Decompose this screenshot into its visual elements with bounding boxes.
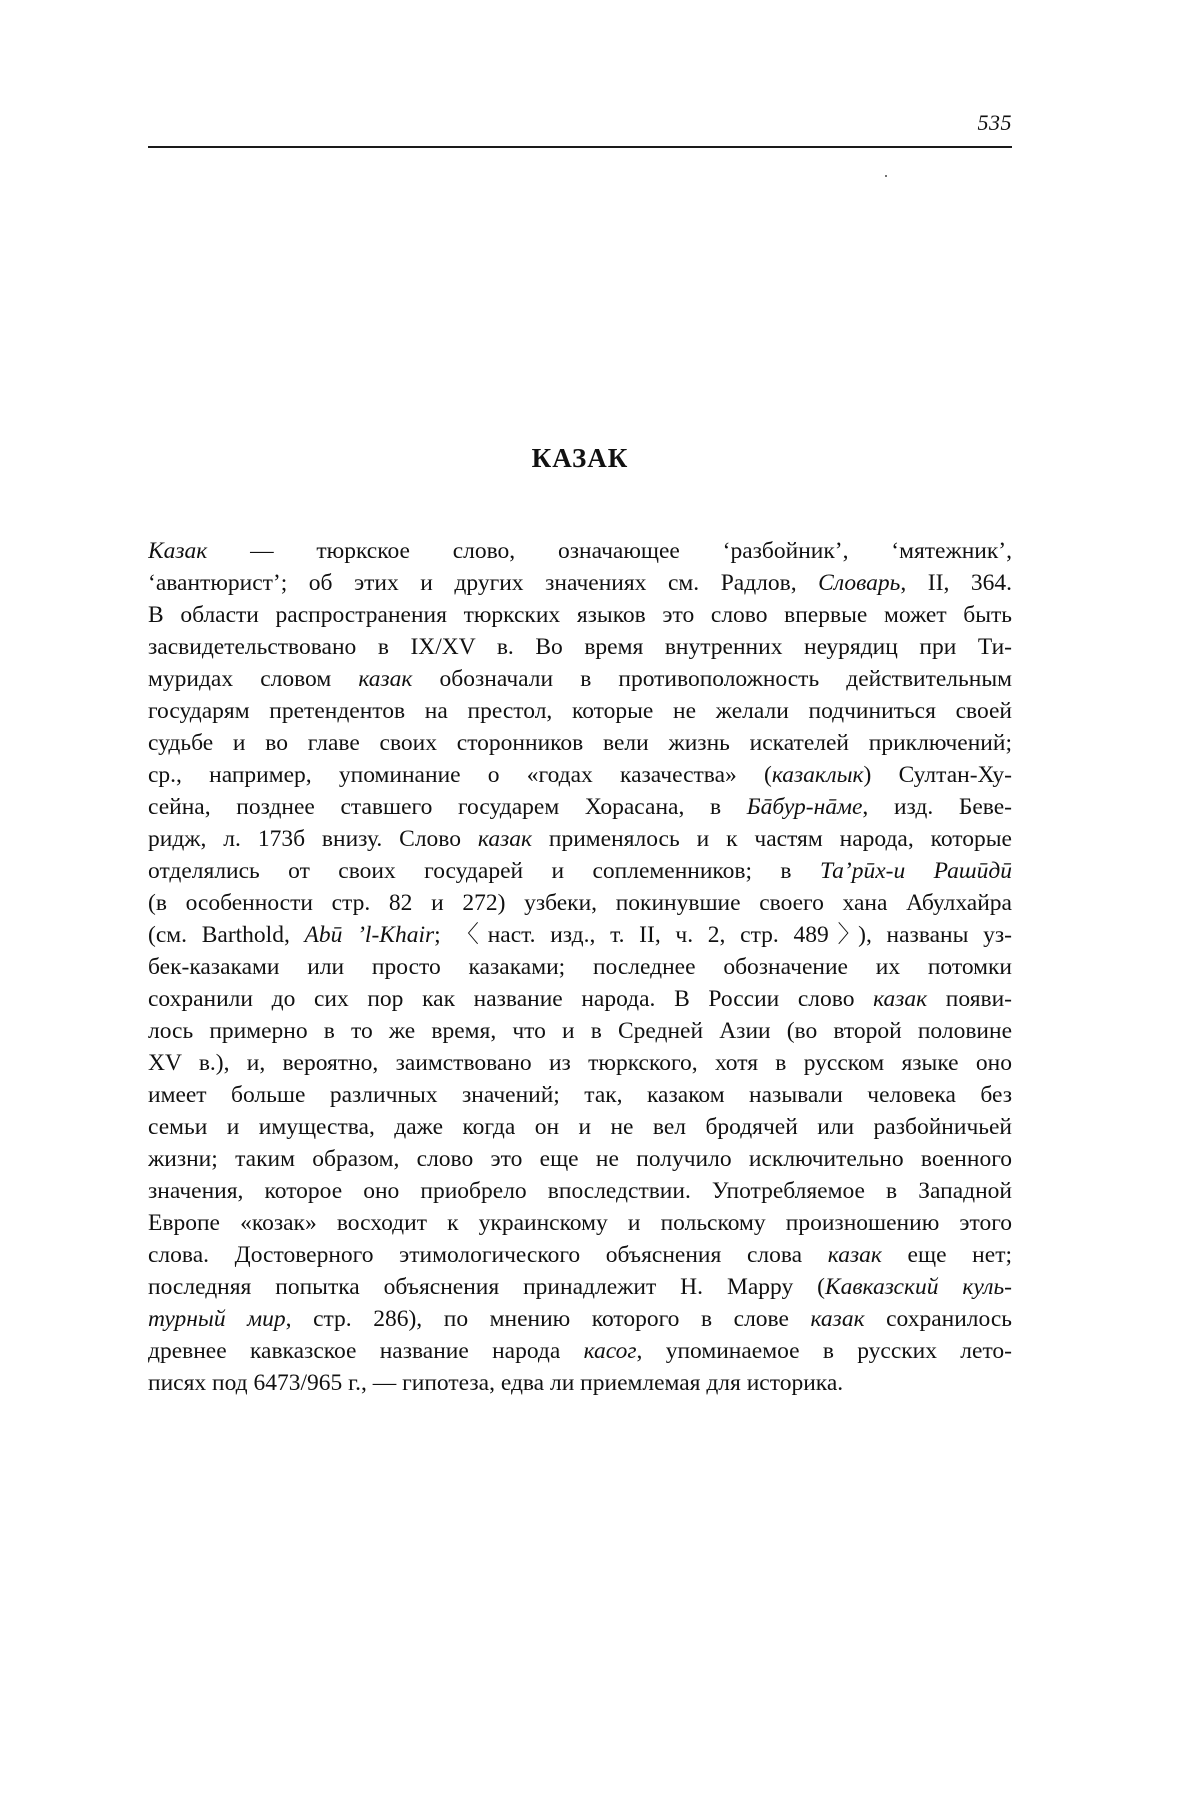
italic-term: Казак (148, 538, 208, 564)
text-run: сохранилось (864, 1306, 1012, 1332)
text-run: писях под 6473/965 г., — гипотеза, едва ли приемлемая для историка. (148, 1370, 844, 1396)
text-run: ср., например, упоминание о «годах казачества» ( (148, 762, 772, 788)
italic-term: казаклык (771, 762, 864, 788)
text-run: сохранили до сих пор как название народа. В России слово (148, 986, 874, 1012)
text-line (148, 631, 1012, 663)
text-line (148, 791, 1012, 823)
text-line (148, 887, 1012, 919)
text-line (148, 1143, 1012, 1175)
page-number: 535 (977, 110, 1012, 135)
article-body (148, 535, 1012, 1399)
text-line (148, 919, 1012, 951)
text-line (148, 727, 1012, 759)
text-line (148, 1111, 1012, 1143)
text-run: бек-казаками или просто казаками; последнее обозначение их потомки (148, 954, 1012, 980)
italic-term: Кавказский куль- (824, 1274, 1012, 1300)
text-line (148, 823, 1012, 855)
text-line (148, 951, 1012, 983)
italic-term: казак (873, 986, 928, 1012)
header-rule (148, 146, 1012, 148)
article-title: КАЗАК (531, 443, 629, 473)
text-line (148, 695, 1012, 727)
text-line (148, 1335, 1012, 1367)
text-run: жизни; таким образом, слово это еще не получило исключительно военного (148, 1146, 1012, 1172)
text-line (148, 535, 1012, 567)
text-run: семьи и имущества, даже когда он и не вел бродячей или разбойничьей (148, 1114, 1012, 1140)
text-run: судьбе и во главе своих сторонников вели жизнь искателей приключений; (148, 730, 1012, 756)
text-line (148, 1015, 1012, 1047)
text-run: отделялись от своих государей и соплеменников; в (148, 858, 820, 884)
text-run: В области распространения тюркских языков это слово впервые может быть (148, 602, 1012, 628)
text-run: государям претендентов на престол, которые не желали подчиниться своей (148, 698, 1012, 724)
text-run: , II, 364. (900, 570, 1012, 596)
text-run: лось примерно в то же время, что и в Средней Азии (во второй половине (148, 1018, 1012, 1044)
text-run: (см. Barthold, (148, 922, 305, 948)
italic-term: казак (358, 666, 413, 692)
text-run: , упоминаемое в русских лето- (636, 1338, 1012, 1364)
text-line (148, 1271, 1012, 1303)
text-run: засвидетельствовано в IX/XV в. Во время внутренних неурядиц при Ти- (148, 634, 1012, 660)
text-run: (в особенности стр. 82 и 272) узбеки, покинувшие своего хана Абулхайра (148, 890, 1012, 916)
text-line (148, 1303, 1012, 1335)
text-line (148, 567, 1012, 599)
text-line (148, 1175, 1012, 1207)
text-run: , стр. 286), по мнению которого в слове (285, 1306, 811, 1332)
text-line (148, 1079, 1012, 1111)
text-line (148, 599, 1012, 631)
text-line (148, 855, 1012, 887)
text-line (148, 1239, 1012, 1271)
text-run: ) Султан-Ху- (863, 762, 1012, 788)
text-line (148, 1207, 1012, 1239)
text-run: значения, которое оно приобрело впоследствии. Употребляемое в Западной (148, 1178, 1012, 1204)
italic-term: Бāбур-нāме (746, 794, 863, 820)
text-run: , изд. Беве- (862, 794, 1012, 820)
text-run: появи- (927, 986, 1012, 1012)
italic-term: казак (477, 826, 532, 852)
text-run: — тюркское слово, означающее ‘разбойник’, ‘мятежник’, (207, 538, 1012, 564)
text-run: имеет больше различных значений; так, казаком называли человека без (148, 1082, 1012, 1108)
text-run: слова. Достоверного этимологического объяснения слова (148, 1242, 828, 1268)
text-run: применялось и к частям народа, которые (531, 826, 1012, 852)
italic-term: касог (583, 1338, 637, 1364)
text-run: древнее кавказское название народа (148, 1338, 584, 1364)
text-run: ридж, л. 173б внизу. Слово (148, 826, 478, 852)
text-line (148, 1047, 1012, 1079)
italic-term: Та’рūх-и Рашūдū (819, 858, 1012, 884)
italic-term: Словарь (818, 570, 901, 596)
text-line (148, 1367, 1012, 1399)
text-run: ‘авантюрист’; об этих и других значениях см. Радлов, (148, 570, 819, 596)
text-run: еще нет; (881, 1242, 1012, 1268)
italic-term: казак (827, 1242, 882, 1268)
italic-term: турный мир (148, 1306, 286, 1332)
text-line (148, 983, 1012, 1015)
text-run: XV в.), и, вероятно, заимствовано из тюркского, хотя в русском языке оно (148, 1050, 1012, 1076)
text-line (148, 759, 1012, 791)
text-run: Европе «козак» восходит к украинскому и польскому произношению этого (148, 1210, 1012, 1236)
text-run: обозначали в противоположность действительным (412, 666, 1012, 692)
text-run: последняя попытка объяснения принадлежит Н. Марру ( (148, 1274, 825, 1300)
text-run: сейна, позднее ставшего государем Хорасана, в (148, 794, 747, 820)
print-speck (885, 175, 887, 177)
text-run: муридах словом (148, 666, 359, 692)
italic-term: казак (810, 1306, 865, 1332)
italic-term: Abū ’l-Khair (304, 922, 435, 948)
text-line (148, 663, 1012, 695)
text-run: ; 〈наст. изд., т. II, ч. 2, стр. 489〉), названы уз- (434, 922, 1012, 948)
